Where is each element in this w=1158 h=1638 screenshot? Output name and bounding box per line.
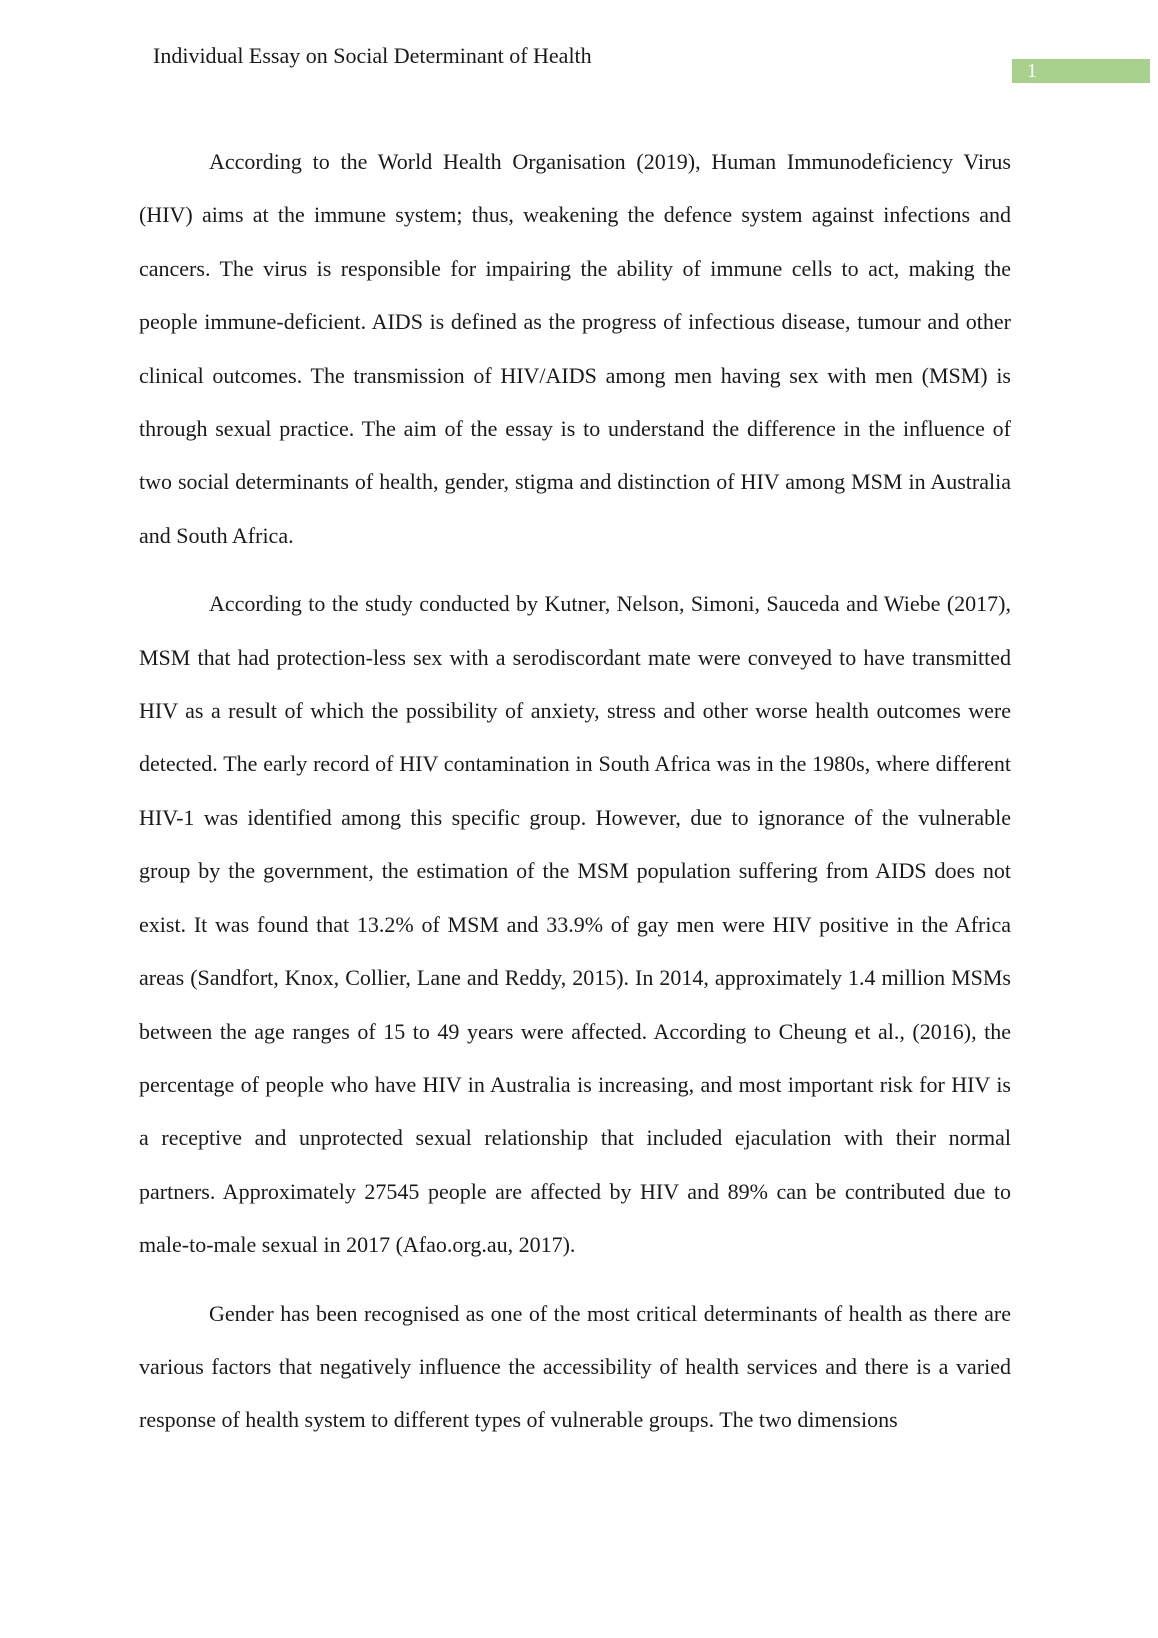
essay-body	[139, 135, 1011, 1462]
paragraph-intro: According to the World Health Organisation (2019), Human Immunodeficiency Virus (HIV) aims at the immune system; thus, weakening the defence system against infections and cancers. The virus is responsible for impairing the ability of immune cells to act, making the people immune-deficient. AIDS is defined as the progress of infectious disease, tumour and other clinical outcomes. The transmission of HIV/AIDS among men having sex with men (MSM) is through sexual practice. The aim of the essay is to understand the difference in the influence of two social determinants of health, gender, stigma and distinction of HIV among MSM in Australia and South Africa.	[139, 149, 1011, 548]
page-number-badge	[1012, 59, 1150, 83]
page-header-title: Individual Essay on Social Determinant of Health	[153, 43, 592, 68]
paragraph-prevalence: According to the study conducted by Kutner, Nelson, Simoni, Sauceda and Wiebe (2017), MSM that had protection-less sex with a serodiscordant mate were conveyed to have transmitted HIV as a result of which the possibility of anxiety, stress and other worse health outcomes were detected. The early record of HIV contamination in South Africa was in the 1980s, where different HIV-1 was identified among this specific group. However, due to ignorance of the vulnerable group by the government, the estimation of the MSM population suffering from AIDS does not exist. It was found that 13.2% of MSM and 33.9% of gay men were HIV positive in the Africa areas (Sandfort, Knox, Collier, Lane and Reddy, 2015). In 2014, approximately 1.4 million MSMs between the age ranges of 15 to 49 years were affected. According to Cheung et al., (2016), the percentage of people who have HIV in Australia is increasing, and most important risk for HIV is a receptive and unprotected sexual relationship that included ejaculation with their normal partners. Approximately 27545 people are affected by HIV and 89% can be contributed due to male-to-male sexual in 2017 (Afao.org.au, 2017).	[139, 591, 1011, 1258]
paragraph-gender: Gender has been recognised as one of the most critical determinants of health as there are various factors that negatively influence the accessibility of health services and there is a varied response of health system to different types of vulnerable groups. The two dimensions	[139, 1300, 1011, 1433]
page-number: 1	[1027, 60, 1037, 82]
